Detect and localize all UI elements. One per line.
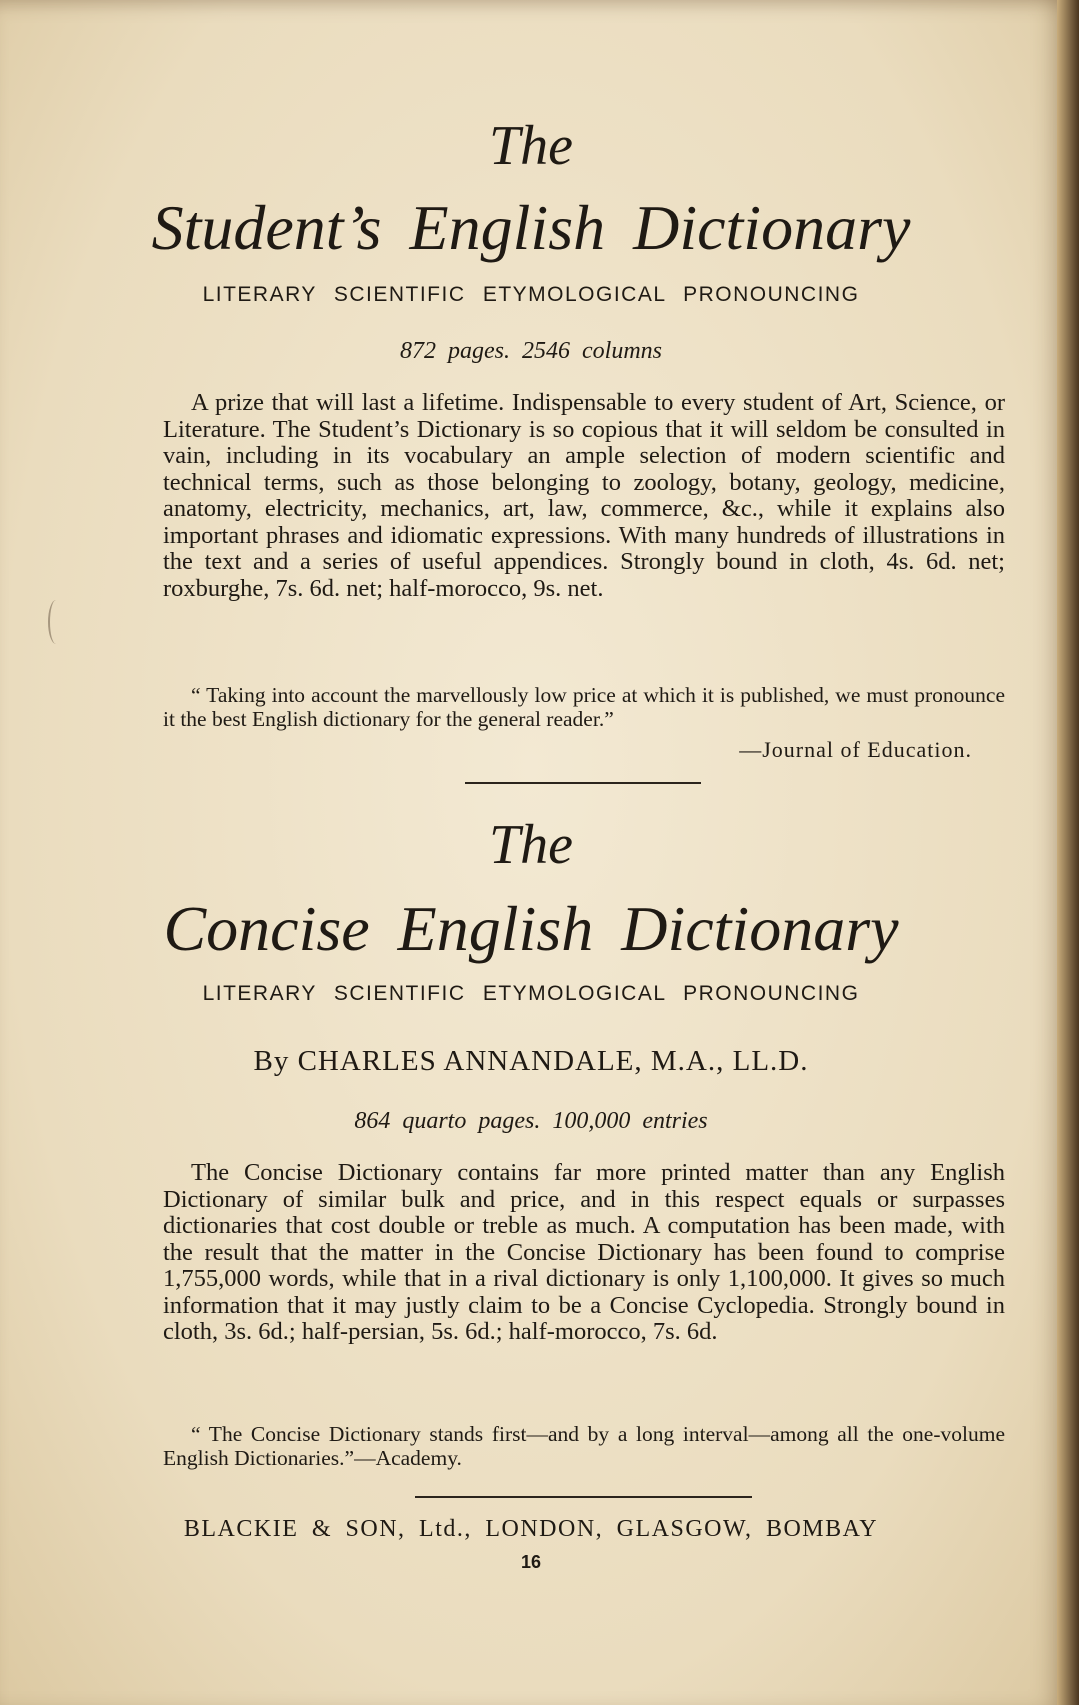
section2-quote: “ The Concise Dictionary stands first—and by a long interval—among all the one-volume English Dictionaries.”—Academy. bbox=[163, 1422, 1005, 1470]
section1-specs: 872 pages. 2546 columns bbox=[400, 338, 662, 364]
page-number: 16 bbox=[520, 1552, 542, 1572]
section1-attribution: —Journal of Education. bbox=[739, 737, 972, 762]
section1-body: A prize that will last a lifetime. Indispensable to every student of Art, Science, or Literature. The Student’s Dictionary is so copious that it will seldom be consulted in vain, including in its vocabulary an ample selection of modern scientific and technical terms, such as those belonging to zoology, botany, geology, medicine, anatomy, electricity, mechanics, art, law, commerce, &c., while it explains also important phrases and idiomatic expressions. With many hundreds of illustrations in the text and a series of useful appendices. Strongly bound in cloth, 4s. 6d. net; roxburghe, 7s. 6d. net; half-morocco, 9s. net. bbox=[163, 389, 1005, 602]
section1-title: Student’s English Dictionary bbox=[151, 192, 911, 263]
section1-the: The bbox=[489, 115, 573, 177]
section2-specs: 864 quarto pages. 100,000 entries bbox=[354, 1108, 708, 1134]
footer-divider bbox=[415, 1496, 752, 1498]
section2-subtitle: LITERARY SCIENTIFIC ETYMOLOGICAL PRONOUNCING bbox=[202, 982, 860, 1005]
margin-pencil-mark bbox=[48, 600, 64, 644]
publisher-line: BLACKIE & SON, Ltd., LONDON, GLASGOW, BOMBAY bbox=[183, 1516, 879, 1542]
section1-subtitle: LITERARY SCIENTIFIC ETYMOLOGICAL PRONOUNCING bbox=[202, 283, 860, 306]
section2-body: The Concise Dictionary contains far more printed matter than any English Dictionary of similar bulk and price, and in this respect equals or surpasses dictionaries that cost double or treble as much. A computation has been made, with the result that the matter in the Concise Dictionary has been found to comprise 1,755,000 words, while that in a rival dictionary is only 1,100,000. It gives so much information that it may justly claim to be a Concise Cyclopedia. Strongly bound in cloth, 3s. 6d.; half-persian, 5s. 6d.; half-morocco, 7s. 6d. bbox=[163, 1159, 1005, 1345]
section-divider bbox=[465, 782, 701, 784]
page-edge-shadow bbox=[1057, 0, 1079, 1705]
section1-quote: “ Taking into account the marvellously low price at which it is published, we must pronounce it the best English dictionary for the general reader.” bbox=[163, 683, 1005, 731]
section2-author: By CHARLES ANNANDALE, M.A., LL.D. bbox=[253, 1045, 809, 1077]
section2-the: The bbox=[489, 814, 573, 876]
section2-title: Concise English Dictionary bbox=[163, 893, 899, 964]
